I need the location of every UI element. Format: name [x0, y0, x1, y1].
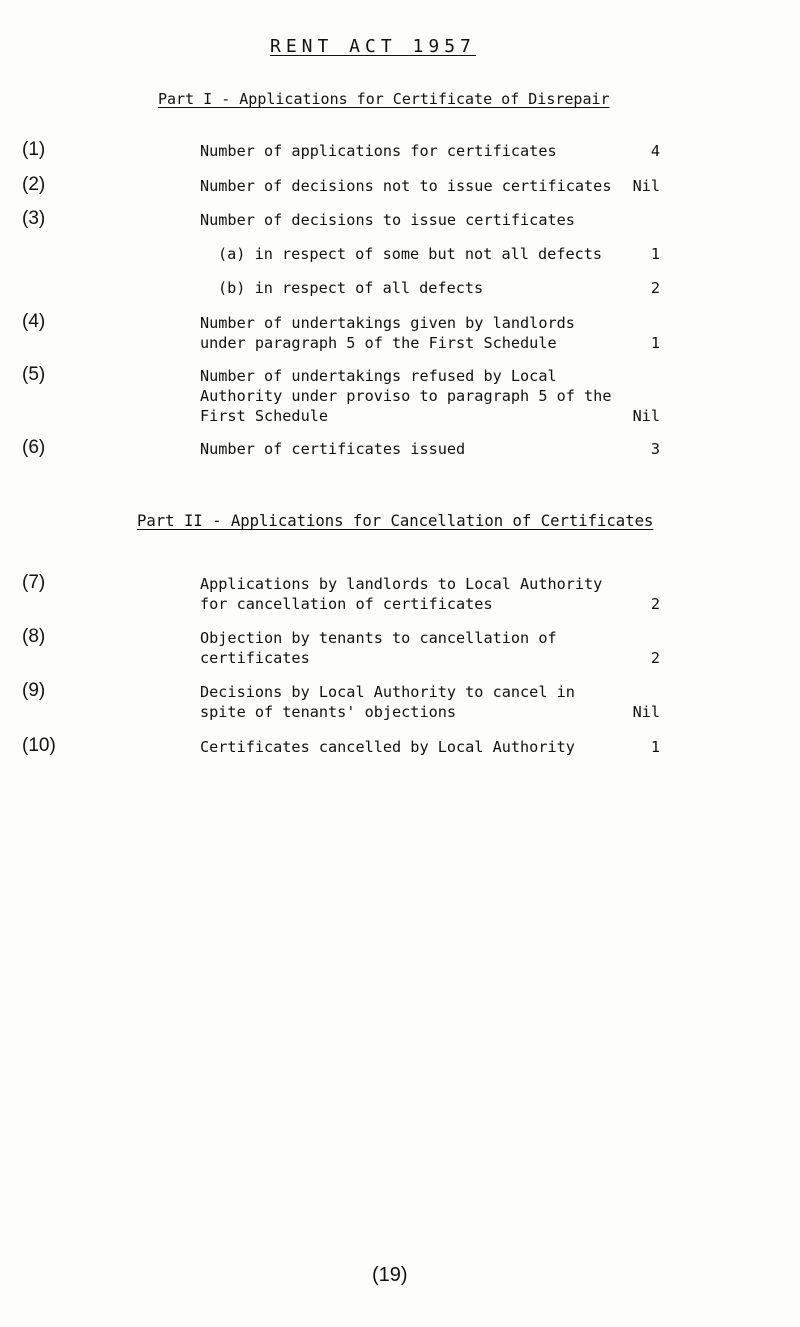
item-number: (1) — [22, 139, 46, 160]
item-value: 1 — [650, 738, 660, 756]
item-description: Number of undertakings refused by Local Authority under proviso to paragraph 5 of the First Schedule — [200, 367, 612, 425]
item-value: 3 — [650, 440, 660, 458]
item-number: (5) — [22, 364, 46, 385]
sub-item-description: (a) in respect of some but not all defects — [218, 245, 603, 263]
item-value: Nil — [632, 177, 660, 195]
item-number: (7) — [22, 572, 46, 593]
item-value: 2 — [650, 649, 660, 667]
item-description: Certificates cancelled by Local Authority — [200, 738, 575, 756]
item-number: (3) — [22, 208, 46, 229]
item-description: Decisions by Local Authority to cancel in spite of tenants' objections — [200, 683, 575, 721]
item-number: (6) — [22, 437, 46, 458]
part1-heading: Part I - Applications for Certificate of Disrepair — [158, 90, 610, 108]
item-value: Nil — [632, 407, 660, 425]
item-number: (9) — [22, 680, 46, 701]
part2-heading: Part II - Applications for Cancellation of Certificates — [137, 512, 654, 530]
item-value: 4 — [650, 142, 660, 160]
item-description: Number of decisions not to issue certificates — [200, 177, 612, 195]
item-description: Number of certificates issued — [200, 440, 466, 458]
item-value: 2 — [650, 595, 660, 613]
item-value: 1 — [650, 334, 660, 352]
document-title: RENT ACT 1957 — [270, 36, 476, 57]
page-number: (19) — [372, 1264, 408, 1286]
sub-item-description: (b) in respect of all defects — [218, 279, 484, 297]
item-number: (8) — [22, 626, 46, 647]
item-description: Number of applications for certificates — [200, 142, 557, 160]
item-value: Nil — [632, 703, 660, 721]
item-number: (4) — [22, 311, 46, 332]
item-description: Objection by tenants to cancellation of certificates — [200, 629, 557, 667]
item-number: (10) — [22, 735, 56, 756]
item-description: Applications by landlords to Local Authority for cancellation of certificates — [200, 575, 603, 613]
item-number: (2) — [22, 174, 46, 195]
item-description: Number of decisions to issue certificates — [200, 211, 575, 229]
item-description: Number of undertakings given by landlords under paragraph 5 of the First Schedule — [200, 314, 575, 352]
sub-item-value: 2 — [650, 279, 660, 297]
sub-item-value: 1 — [650, 245, 660, 263]
